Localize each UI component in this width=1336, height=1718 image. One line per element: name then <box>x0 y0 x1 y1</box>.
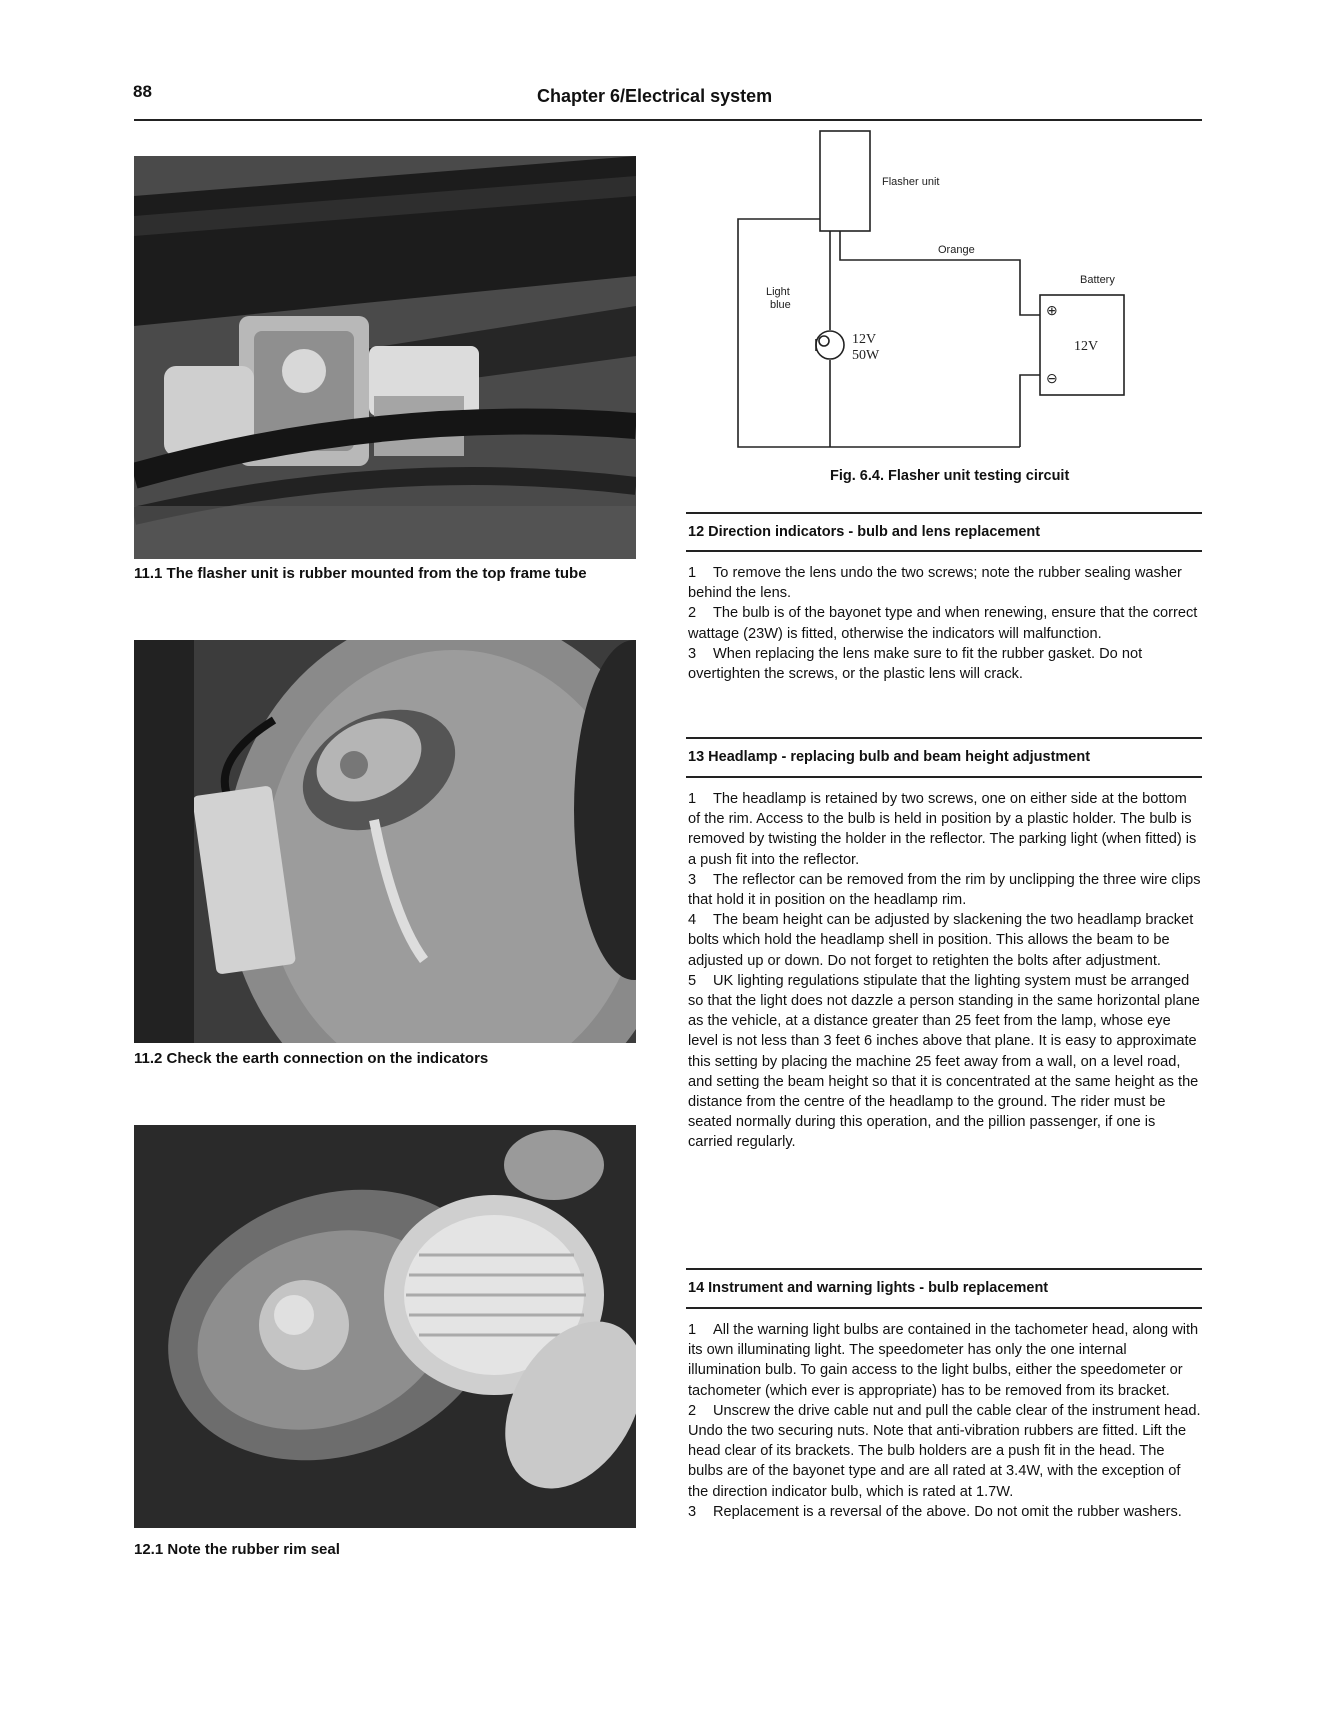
flasher-unit-box <box>820 131 870 231</box>
page-number: 88 <box>133 82 152 101</box>
photo-caption-11-2: 11.2 Check the earth connection on the indicators <box>134 1050 489 1067</box>
section-13-top-rule <box>686 737 1202 739</box>
photo-rubber-rim-seal <box>134 1125 636 1528</box>
section-12-top-rule <box>686 512 1202 514</box>
photo-earth-connection-graphic <box>134 640 636 1043</box>
battery-plus-icon: ⊕ <box>1046 304 1058 319</box>
photo-earth-connection <box>134 640 636 1043</box>
section-14-heading: 14 Instrument and warning lights - bulb replacement <box>688 1280 1049 1296</box>
section-14-top-rule <box>686 1268 1202 1270</box>
section-14-para-2: 2 Unscrew the drive cable nut and pull the cable clear of the instrument head. Undo the two securing nuts. Note that anti-vibration rubbers are fitted. Lift the head clear of its brackets. The bulb holders are a push fit in the head. The bulbs are of the bayonet type and are all rated at 3.4W, with the exception of the direction indicator bulb, which is rated at 1.7W. <box>688 1402 1201 1500</box>
label-battery-volts: 12V <box>1074 339 1099 354</box>
label-flasher-unit: Flasher unit <box>882 176 940 188</box>
header-divider <box>134 119 1202 121</box>
section-12-para-2: 2 The bulb is of the bayonet type and when renewing, ensure that the correct wattage (23W) is fitted, otherwise the indicators will malfunction. <box>688 605 1198 642</box>
section-13-heading: 13 Headlamp - replacing bulb and beam height adjustment <box>688 749 1091 765</box>
label-blue: blue <box>770 299 791 311</box>
label-orange: Orange <box>938 244 975 256</box>
label-lamp-volts: 12V <box>852 332 877 347</box>
chapter-title: Chapter 6/Electrical system <box>537 86 773 106</box>
photo-flasher-unit-graphic <box>134 156 636 559</box>
battery-minus-icon: ⊖ <box>1046 372 1058 387</box>
photo-rubber-rim-seal-graphic <box>134 1125 636 1528</box>
photo-flasher-unit <box>134 156 636 559</box>
section-13-bottom-rule <box>686 776 1202 778</box>
section-12-heading: 12 Direction indicators - bulb and lens replacement <box>688 524 1041 540</box>
figure-caption: Fig. 6.4. Flasher unit testing circuit <box>830 468 1070 484</box>
photo-caption-12-1: 12.1 Note the rubber rim seal <box>134 1541 340 1558</box>
label-lamp-watts: 50W <box>852 348 880 363</box>
section-13-para-3: 3 The reflector can be removed from the rim by unclipping the three wire clips that hold it in position on the headlamp rim. <box>688 871 1201 909</box>
section-14-para-3: 3 Replacement is a reversal of the above. Do not omit the rubber washers. <box>688 1503 1182 1520</box>
section-13-para-1: 1 The headlamp is retained by two screws, one on either side at the bottom of the rim. Access to the bulb is held in position by a plastic holder. The bulb is removed by twisting the holder in the reflector. The parking light (when fitted) is a push fit into the reflector. <box>688 791 1197 868</box>
section-12-para-3: 3 When replacing the lens make sure to fit the rubber gasket. Do not overtighten the screws, or the plastic lens will crack. <box>688 645 1143 683</box>
flasher-circuit-diagram <box>730 125 1160 455</box>
section-14-para-1: 1 All the warning light bulbs are contained in the tachometer head, along with its own illuminating light. The speedometer has only the one internal illumination bulb. To gain access to the light bulbs, either the speedometer or tachometer (which ever is appropriate) has to be removed from its bracket. <box>688 1322 1199 1399</box>
photo-caption-11-1: 11.1 The flasher unit is rubber mounted from the top frame tube <box>134 565 587 582</box>
section-14-bottom-rule <box>686 1307 1202 1309</box>
label-light: Light <box>766 286 790 298</box>
section-13-para-4: 4 The beam height can be adjusted by slackening the two headlamp bracket bolts which hold the headlamp shell in position. This allows the beam to be adjusted up or down. Do not forget to retighten the bolts after adjustment. <box>688 912 1194 969</box>
section-12-bottom-rule <box>686 550 1202 552</box>
label-battery: Battery <box>1080 274 1115 286</box>
section-14-body <box>688 1320 1202 1522</box>
section-13-body <box>688 789 1202 1153</box>
section-13-para-5: 5 UK lighting regulations stipulate that the lighting system must be arranged so that the light does not dazzle a person standing in the same horizontal plane as the vehicle, at a distance greater than 25 feet from the lamp, whose eye level is not less than 3 feet 6 inches above that plane. It is easy to approximate this setting by placing the machine 25 feet away from a wall, on a level road, and setting the beam height so that it is concentrated at the same height as the distance from the centre of the headlamp to the ground. The rider must be seated normally during this operation, and the pillion passenger, if one is carried regularly. <box>688 972 1200 1151</box>
section-12-body <box>688 563 1202 684</box>
section-12-para-1: 1 To remove the lens undo the two screws; note the rubber sealing washer behind the lens. <box>688 565 1182 602</box>
